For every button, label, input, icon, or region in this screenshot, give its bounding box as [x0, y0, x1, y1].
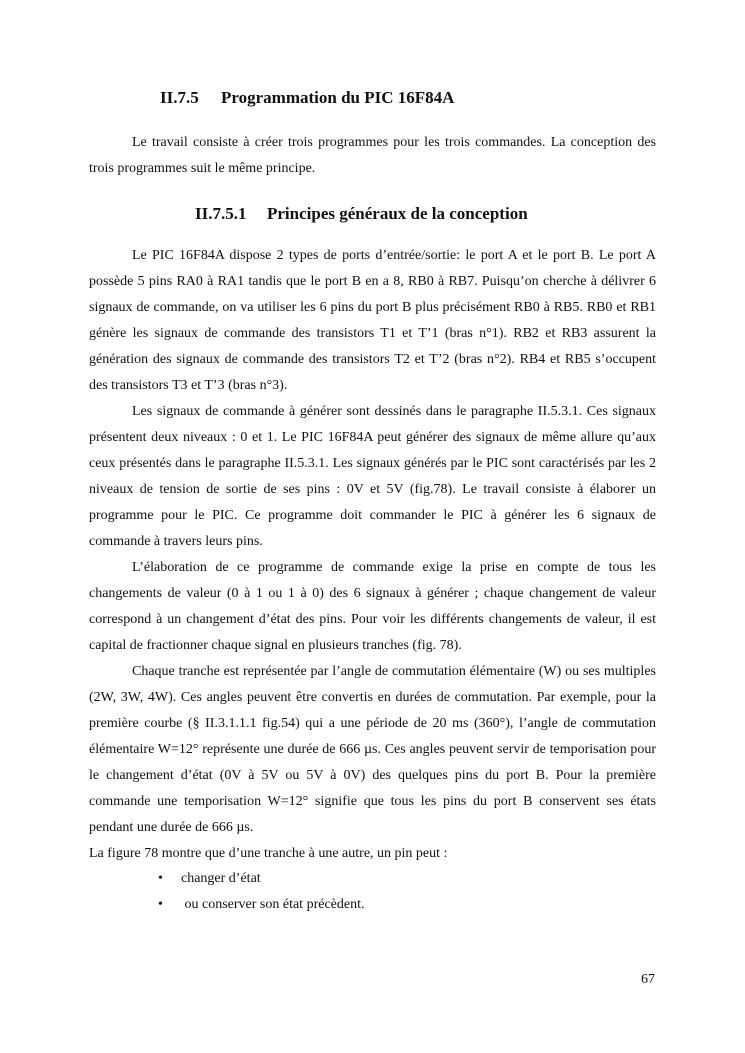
- section-heading: [160, 88, 454, 108]
- paragraph-tranches: Chaque tranche est représentée par l’angle de commutation élémentaire (W) ou ses multiples (2W, 3W, 4W). Ces angles peuvent être convertis en durées de commutation. Par exemple, pour la première courbe (§ II.3.1.1.1 fig.54) qui a une période de 20 ms (360°), l’angle de commutation élémentaire W=12° représente une durée de 666 µs. Ces angles peuvent servir de temporisation pour le changement d’état (0V à 5V ou 5V à 0V) des quelques pins du port B. Pour la première commande une temporisation W=12° signifie que tous les pins du port B conservent ses états pendant une durée de 666 µs.: [89, 664, 656, 835]
- section-number: II.7.5: [160, 88, 199, 107]
- bullet-list: [89, 866, 656, 918]
- list-item-text: ou conserver son état précèdent.: [181, 897, 365, 912]
- main-text: [89, 243, 656, 867]
- list-item: [89, 892, 656, 918]
- bullet-icon: •: [158, 871, 163, 886]
- intro-paragraph: Le travail consiste à créer trois programmes pour les trois commandes. La conception des trois programmes suit le même principe.: [89, 135, 656, 176]
- paragraph-elaboration: L’élaboration de ce programme de commande exige la prise en compte de tous les changements de valeur (0 à 1 ou 1 à 0) des 6 signaux à générer ; chaque changement de valeur correspond à un changement d’état des pins. Pour voir les différents changements de valeur, il est capital de fractionner chaque signal en plusieurs tranches (fig. 78).: [89, 560, 656, 653]
- subsection-number: II.7.5.1: [195, 204, 247, 223]
- paragraph-ports: Le PIC 16F84A dispose 2 types de ports d’entrée/sortie: le port A et le port B. Le port A possède 5 pins RA0 à RA1 tandis que le port B en a 8, RB0 à RB7. Puisqu’on cherche à délivrer 6 signaux de commande, on va utiliser les 6 pins du port B plus précisément RB0 à RB5. RB0 et RB1 génère les signaux de commande des transistors T1 et T’1 (bras n°1). RB2 et RB3 assurent la génération des signaux de commande des transistors T2 et T’2 (bras n°2). RB4 et RB5 s’occupent des transistors T3 et T’3 (bras n°3).: [89, 248, 656, 393]
- paragraph-signals: Les signaux de commande à générer sont dessinés dans le paragraphe II.5.3.1. Ces signaux présentent deux niveaux : 0 et 1. Le PIC 16F84A peut générer des signaux de même allure qu’aux ceux présentés dans le paragraphe II.5.3.1. Les signaux générés par le PIC sont caractérisés par les 2 niveaux de tension de sortie de ses pins : 0V et 5V (fig.78). Le travail consiste à élaborer un programme pour le PIC. Ce programme doit commander le PIC à générer les 6 signaux de commande à travers leurs pins.: [89, 404, 656, 549]
- subsection-title: Principes généraux de la conception: [267, 204, 528, 223]
- bullet-icon: •: [158, 897, 163, 912]
- page-number: 67: [641, 972, 655, 987]
- intro-block: [89, 130, 656, 182]
- list-item-text: changer d’état: [181, 871, 261, 886]
- list-intro: La figure 78 montre que d’une tranche à une autre, un pin peut :: [89, 846, 448, 861]
- section-title: Programmation du PIC 16F84A: [221, 88, 455, 107]
- subsection-heading: [195, 204, 528, 224]
- list-item: [89, 866, 656, 892]
